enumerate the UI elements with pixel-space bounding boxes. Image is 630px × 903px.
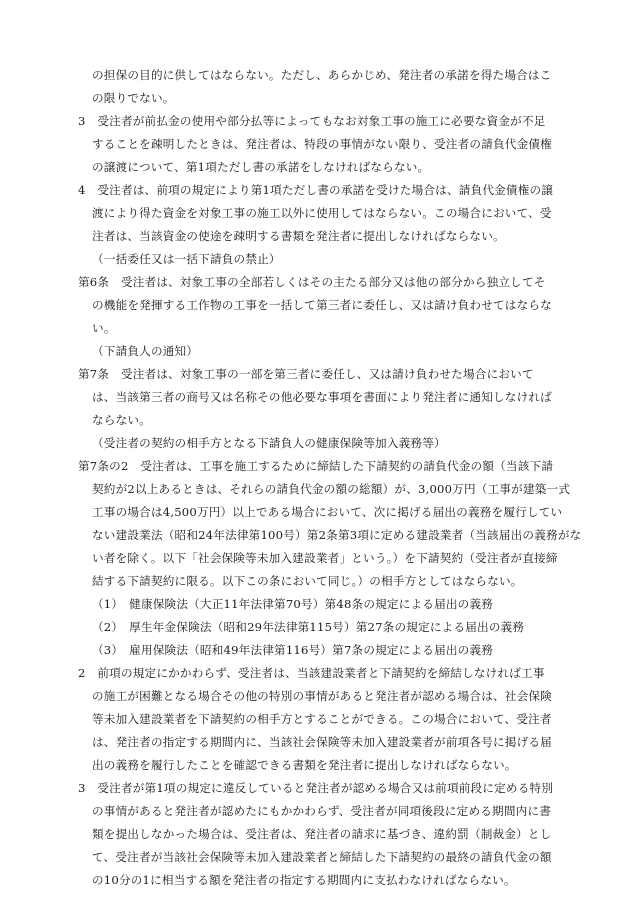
text-line: の事情があると発注者が認めたにもかかわらず、受注者が同項後段に定める期間内に書 xyxy=(92,804,552,818)
text-line: 3 受注者が第1項の規定に違反していると発注者が認める場合又は前項前段に定める特別 xyxy=(78,781,554,795)
text-line: い者を除く。以下「社会保険等未加入建設業者」という。）を下請契約（受注者が直接締 xyxy=(92,551,558,565)
list-item: （3） 雇用保険法（昭和49年法律第116号）第7条の規定による届出の義務 xyxy=(92,643,494,657)
text-line: は、発注者の指定する期間内に、当該社会保険等未加入建設業者が前項各号に掲げる届 xyxy=(92,735,552,749)
text-line: の譲渡について、第1項ただし書の承諾をしなければならない。 xyxy=(92,160,430,174)
text-line: い。 xyxy=(92,321,116,335)
text-line: 等未加入建設業者を下請契約の相手方とすることができる。この場合において、受注者 xyxy=(92,712,552,726)
article-line: 第7条 受注者は、対象工事の一部を第三者に委任し、又は請け負わせた場合において xyxy=(78,367,534,381)
text-line: 注者は、当該資金の使途を疎明する書類を発注者に提出しなければならない。 xyxy=(92,229,505,243)
section-heading: （下請負人の通知） xyxy=(92,344,199,358)
text-line: は、当該第三者の商号又は名称その他必要な事項を書面により発注者に通知しなければ xyxy=(92,390,552,404)
text-line: 結する下請契約に限る。以下この条において同じ。）の相手方としてはならない。 xyxy=(92,574,523,588)
article-line: 第7条の2 受注者は、工事を施工するために締結した下請契約の請負代金の額（当該下請 xyxy=(78,459,554,473)
text-line: ならない。 xyxy=(92,413,151,427)
text-line: 出の義務を履行したことを確認できる書類を発注者に提出しなければならない。 xyxy=(92,758,517,772)
text-line: の10分の1に相当する額を発注者の指定する期間内に支払わなければならない。 xyxy=(92,873,516,887)
text-line: ない建設業法（昭和24年法律第100号）第2条第3項に定める建設業者（当該届出の義務がな xyxy=(92,528,582,542)
list-item: （1） 健康保険法（大正11年法律第70号）第48条の規定による届出の義務 xyxy=(92,597,494,611)
text-line: 2 前項の規定にかかわらず、受注者は、当該建設業者と下請契約を締結しなければ工事 xyxy=(78,666,545,680)
text-line: 4 受注者は、前項の規定により第1項ただし書の承諾を受けた場合は、請負代金債権の譲 xyxy=(78,183,554,197)
article-line: 第6条 受注者は、対象工事の全部若しくはその主たる部分又は他の部分から独立してそ xyxy=(78,275,546,289)
section-heading: （受注者の契約の相手方となる下請負人の健康保険等加入義務等） xyxy=(92,436,446,450)
list-item: （2） 厚生年金保険法（昭和29年法律第115号）第27条の規定による届出の義務 xyxy=(92,620,525,634)
text-line: 契約が2以上あるときは、それらの請負代金の額の総額）が、3,000万円（工事が建築一式 xyxy=(92,482,571,496)
text-line: 工事の場合は4,500万円）以上である場合において、次に掲げる届出の義務を履行してい xyxy=(92,505,563,519)
text-line: て、受注者が当該社会保険等未加入建設業者と締結した下請契約の最終の請負代金の額 xyxy=(92,850,552,864)
text-line: することを疎明したときは、発注者は、特段の事情がない限り、受注者の請負代金債権 xyxy=(92,137,552,151)
text-line: の担保の目的に供してはならない。ただし、あらかじめ、発注者の承諾を得た場合はこ xyxy=(92,68,552,82)
text-line: 類を提出しなかった場合は、受注者は、発注者の請求に基づき、違約罰（制裁金）とし xyxy=(92,827,552,841)
text-line: の施工が困難となる場合その他の特別の事情があると発注者が認める場合は、社会保険 xyxy=(92,689,552,703)
text-line: 渡により得た資金を対象工事の施工以外に使用してはならない。この場合において、受 xyxy=(92,206,552,220)
text-line: 3 受注者が前払金の使用や部分払等によってもなお対象工事の施工に必要な資金が不足 xyxy=(78,114,546,128)
section-heading: （一括委任又は一括下請負の禁止） xyxy=(92,252,281,266)
text-line: の限りでない。 xyxy=(92,91,175,105)
text-line: の機能を発揮する工作物の工事を一括して第三者に委任し、又は請け負わせてはならな xyxy=(92,298,552,312)
